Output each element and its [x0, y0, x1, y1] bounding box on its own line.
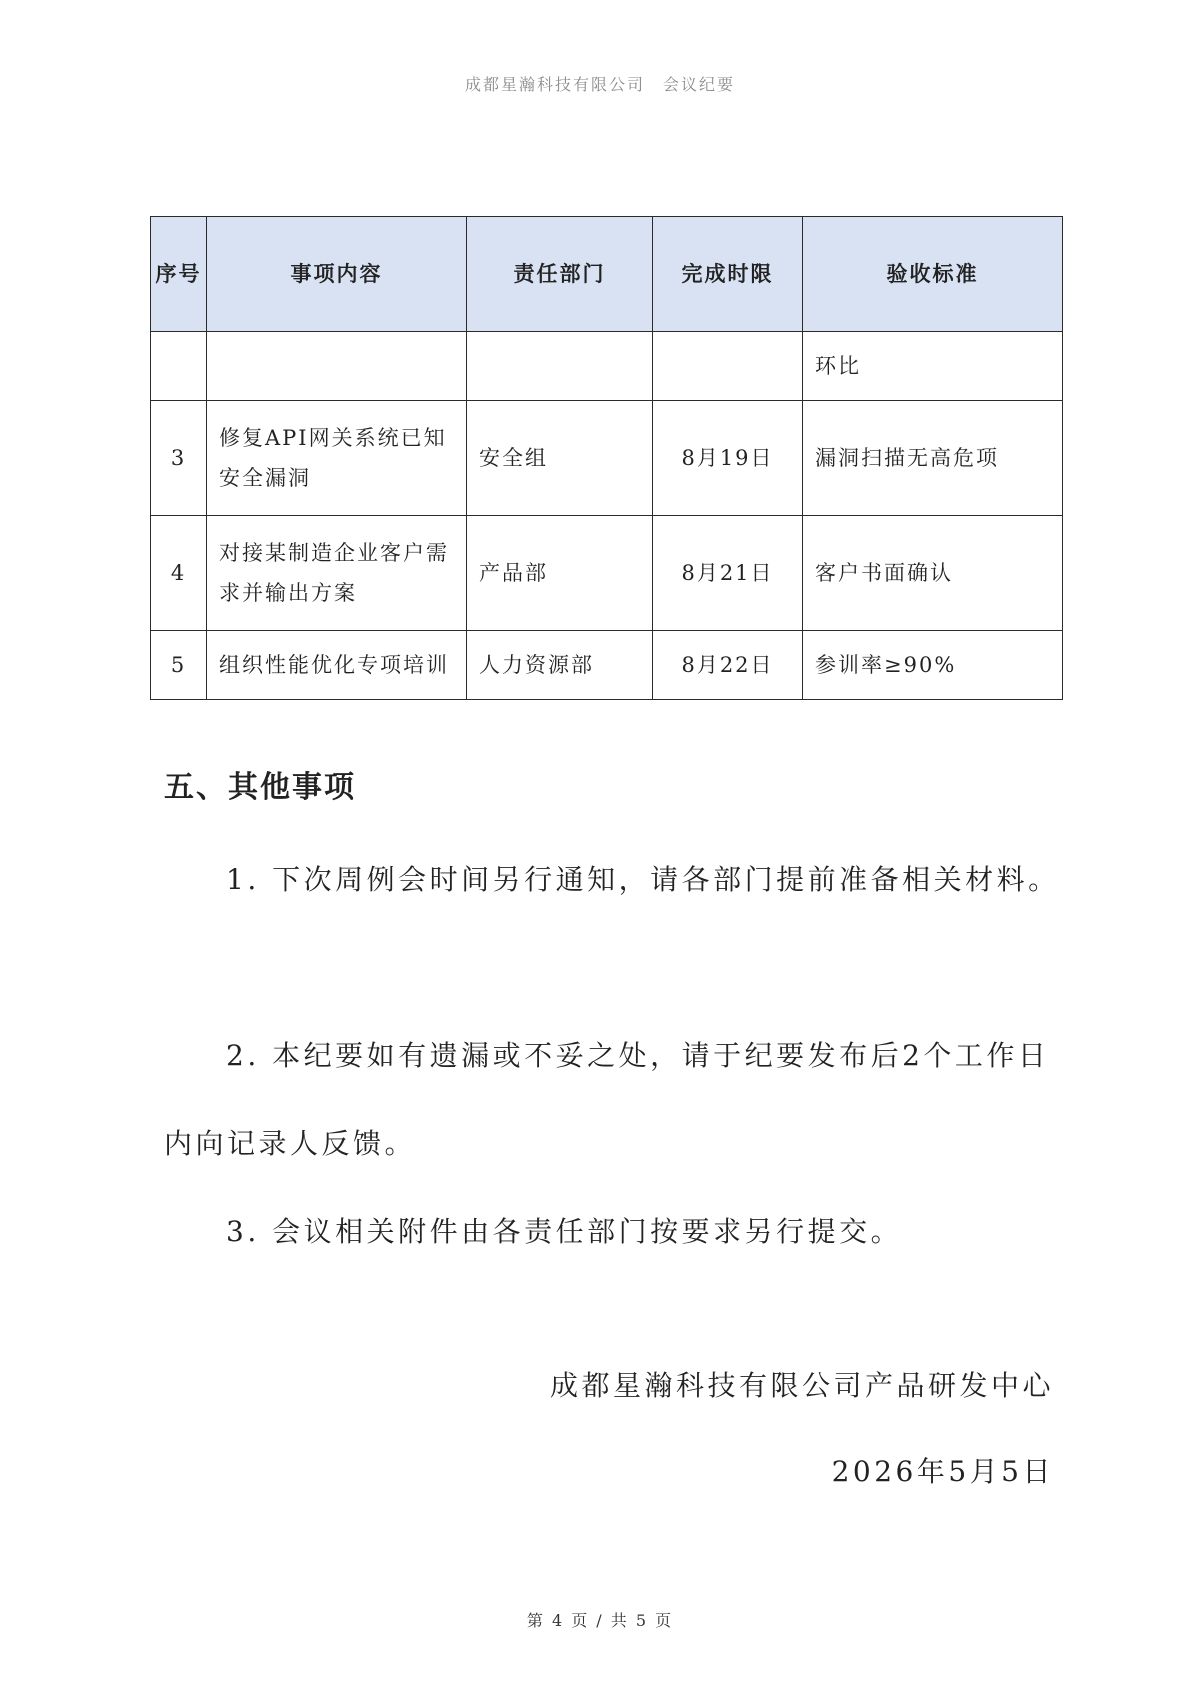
column-header-content: 事项内容: [207, 217, 467, 332]
cell-seq: 5: [151, 631, 207, 700]
header-doc-title: 会议纪要: [663, 75, 736, 94]
page-header: [0, 72, 1200, 95]
list-item: 3. 会议相关附件由各责任部门按要求另行提交。: [226, 1215, 903, 1248]
cell-dept: 安全组: [467, 401, 653, 516]
cell-deadline: [653, 332, 803, 401]
cell-criteria: 环比: [803, 332, 1063, 401]
cell-deadline: 8月21日: [653, 516, 803, 631]
cell-content: 对接某制造企业客户需求并输出方案: [207, 516, 467, 631]
header-company: 成都星瀚科技有限公司: [464, 75, 645, 94]
list-item: 1. 下次周例会时间另行通知，请各部门提前准备相关材料。: [226, 863, 1060, 896]
cell-dept: 产品部: [467, 516, 653, 631]
list-item: 2. 本纪要如有遗漏或不妥之处，请于纪要发布后2个工作日内向记录人反馈。: [164, 1039, 1050, 1160]
cell-deadline: 8月22日: [653, 631, 803, 700]
table-row: [151, 631, 1063, 700]
cell-criteria: 参训率≥90%: [803, 631, 1063, 700]
column-header-criteria: 验收标准: [803, 217, 1063, 332]
signature-date: 2026年5月5日: [831, 1455, 1054, 1488]
section-title: 五、其他事项: [164, 770, 356, 805]
cell-seq: 4: [151, 516, 207, 631]
cell-criteria: 漏洞扫描无高危项: [803, 401, 1063, 516]
cell-content: 组织性能优化专项培训: [207, 631, 467, 700]
table-row: [151, 401, 1063, 516]
cell-deadline: 8月19日: [653, 401, 803, 516]
table-row: [151, 332, 1063, 401]
column-header-dept: 责任部门: [467, 217, 653, 332]
cell-seq: [151, 332, 207, 401]
cell-dept: 人力资源部: [467, 631, 653, 700]
task-table: [150, 216, 1063, 700]
cell-content: 修复API网关系统已知安全漏洞: [207, 401, 467, 516]
column-header-deadline: 完成时限: [653, 217, 803, 332]
cell-criteria: 客户书面确认: [803, 516, 1063, 631]
table-header-row: [151, 217, 1063, 332]
cell-dept: [467, 332, 653, 401]
table-row: [151, 516, 1063, 631]
column-header-seq: 序号: [151, 217, 207, 332]
cell-content: [207, 332, 467, 401]
page-number: 第 4 页 / 共 5 页: [526, 1611, 674, 1630]
cell-seq: 3: [151, 401, 207, 516]
signature-org: 成都星瀚科技有限公司产品研发中心: [549, 1369, 1054, 1402]
